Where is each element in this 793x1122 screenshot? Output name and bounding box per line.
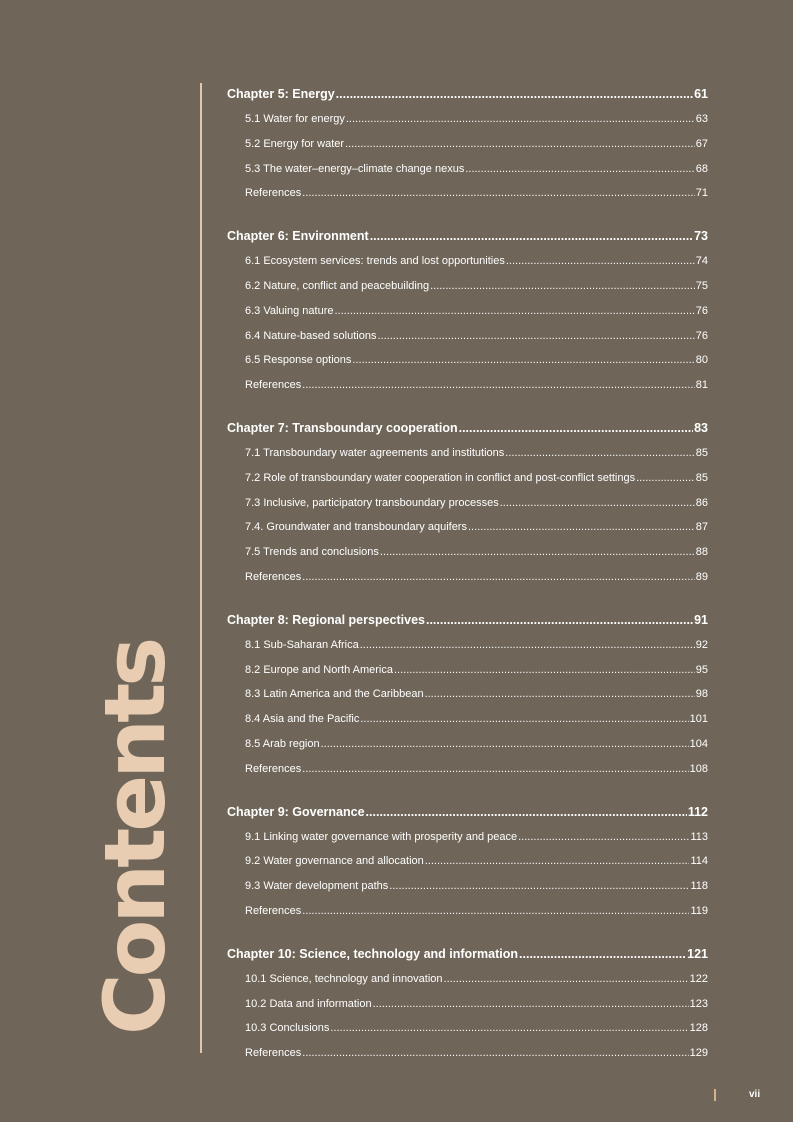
footer-divider (714, 1089, 716, 1101)
section-entry-page: 85 (695, 471, 708, 484)
section-entry-page: 80 (695, 354, 708, 367)
dot-leader (360, 635, 695, 655)
dot-leader (506, 251, 695, 271)
section-entry[interactable] (227, 517, 708, 542)
dot-leader (518, 827, 689, 847)
dot-leader (336, 84, 693, 104)
section-entry-label: 6.4 Nature-based solutions (245, 329, 377, 342)
table-of-contents (227, 84, 708, 1086)
section-entry[interactable] (227, 443, 708, 468)
dot-leader (380, 542, 695, 562)
chapter-heading-label: Chapter 10: Science, technology and information (227, 946, 519, 961)
dot-leader (330, 1018, 688, 1038)
section-entry-label: 8.1 Sub-Saharan Africa (245, 638, 359, 651)
dot-leader (500, 493, 695, 513)
section-entry-label: 9.2 Water governance and allocation (245, 855, 424, 868)
chapter-heading[interactable] (227, 418, 708, 443)
dot-leader (389, 876, 689, 896)
section-entry[interactable] (227, 159, 708, 184)
section-entry-page: 92 (695, 638, 708, 651)
section-entry[interactable] (227, 1018, 708, 1043)
section-entry-label: References (245, 379, 302, 392)
section-entry-label: 7.3 Inclusive, participatory transboundary processes (245, 496, 499, 509)
section-entry[interactable] (227, 301, 708, 326)
chapter-heading-page: 121 (687, 946, 708, 961)
chapter-block (227, 418, 708, 592)
dot-leader (425, 851, 690, 871)
dot-leader (302, 183, 694, 203)
chapter-heading[interactable] (227, 802, 708, 827)
section-entry-label: 8.4 Asia and the Pacific (245, 713, 360, 726)
chapter-heading[interactable] (227, 84, 708, 109)
section-entry[interactable] (227, 994, 708, 1019)
section-entry[interactable] (227, 827, 708, 852)
chapter-heading[interactable] (227, 944, 708, 969)
dot-leader (468, 517, 695, 537)
section-entry-page: 67 (695, 137, 708, 150)
section-entry[interactable] (227, 851, 708, 876)
chapter-heading-label: Chapter 6: Environment (227, 229, 369, 244)
section-entry-page: 108 (689, 762, 708, 775)
section-entry-label: References (245, 1047, 302, 1060)
section-entry-page: 86 (695, 496, 708, 509)
chapter-heading[interactable] (227, 226, 708, 251)
section-entry-label: 9.1 Linking water governance with prosperity and peace (245, 830, 518, 843)
dot-leader (302, 567, 694, 587)
section-entry-page: 89 (695, 570, 708, 583)
dot-leader (370, 226, 693, 246)
chapter-heading-page: 61 (694, 87, 708, 101)
section-entry[interactable] (227, 635, 708, 660)
dot-leader (302, 901, 689, 921)
section-entry-page: 88 (695, 546, 708, 559)
section-entry-page: 101 (689, 713, 708, 726)
section-entry-page: 122 (689, 972, 708, 985)
section-entry[interactable] (227, 468, 708, 493)
section-entry-label: 10.3 Conclusions (245, 1022, 330, 1035)
dot-leader (394, 660, 695, 680)
section-entry[interactable] (227, 350, 708, 375)
section-entry[interactable] (227, 567, 708, 592)
dot-leader (425, 684, 695, 704)
dot-leader (459, 418, 694, 438)
dot-leader (636, 468, 695, 488)
dot-leader (519, 944, 686, 964)
section-entry-page: 76 (695, 304, 708, 317)
section-entry-label: 5.1 Water for energy (245, 113, 345, 125)
chapter-heading-page: 112 (687, 804, 708, 819)
section-entry-page: 118 (690, 880, 708, 893)
section-entry-page: 95 (695, 663, 708, 676)
dot-leader (430, 276, 695, 296)
section-entry-page: 104 (689, 737, 708, 750)
section-entry[interactable] (227, 734, 708, 759)
section-entry-label: 7.2 Role of transboundary water cooperation in conflict and post-conflict settings (245, 471, 636, 484)
section-entry-label: 7.5 Trends and conclusions (245, 546, 379, 559)
section-entry[interactable] (227, 684, 708, 709)
dot-leader (302, 375, 694, 395)
chapter-heading-label: Chapter 8: Regional perspectives (227, 612, 425, 627)
section-entry[interactable] (227, 542, 708, 567)
section-entry[interactable] (227, 660, 708, 685)
section-entry-page: 85 (695, 446, 708, 459)
dot-leader (345, 134, 695, 154)
section-entry-page: 119 (690, 904, 708, 917)
section-entry-page: 87 (695, 521, 708, 534)
section-entry-label: 7.4. Groundwater and transboundary aquifers (245, 521, 467, 534)
section-entry[interactable] (227, 493, 708, 518)
section-entry[interactable] (227, 709, 708, 734)
section-entry[interactable] (227, 969, 708, 994)
dot-leader (465, 159, 694, 179)
section-entry-page: 68 (695, 162, 708, 175)
section-entry-label: 6.3 Valuing nature (245, 304, 334, 317)
section-entry[interactable] (227, 326, 708, 351)
section-entry-label: 10.1 Science, technology and innovation (245, 972, 443, 985)
dot-leader (321, 734, 689, 754)
dot-leader (346, 109, 695, 129)
chapter-block (227, 610, 708, 784)
chapter-block (227, 802, 708, 926)
section-entry-page: 128 (689, 1022, 708, 1035)
dot-leader (366, 802, 687, 822)
section-entry-page: 98 (695, 688, 708, 701)
section-entry-label: 5.3 The water–energy–climate change nexus (245, 162, 465, 175)
section-entry-page: 114 (690, 855, 708, 868)
page-number: vii (749, 1089, 761, 1100)
section-entry[interactable] (227, 901, 708, 926)
section-entry-page: 81 (695, 379, 708, 392)
dot-leader (360, 709, 688, 729)
chapter-block (227, 226, 708, 400)
section-entry[interactable] (227, 759, 708, 784)
section-entry[interactable] (227, 134, 708, 159)
section-entry-page: 123 (689, 997, 708, 1010)
section-entry-label: References (245, 762, 302, 775)
section-entry-label: 6.5 Response options (245, 354, 352, 367)
dot-leader (444, 969, 689, 989)
dot-leader (377, 326, 694, 346)
section-entry-label: 9.3 Water development paths (245, 880, 389, 893)
section-entry[interactable] (227, 251, 708, 276)
section-entry-label: 10.2 Data and information (245, 997, 372, 1010)
chapter-heading-label: Chapter 5: Energy (227, 87, 335, 101)
section-entry[interactable] (227, 876, 708, 901)
section-entry[interactable] (227, 276, 708, 301)
dot-leader (302, 1043, 688, 1063)
contents-title: Contents (86, 640, 184, 1035)
section-entry[interactable] (227, 109, 708, 134)
dot-leader (505, 443, 694, 463)
section-entry-page: 71 (695, 187, 708, 200)
chapter-heading-page: 83 (694, 420, 708, 435)
chapter-block (227, 84, 708, 208)
section-entry-page: 129 (689, 1047, 708, 1060)
section-entry-page: 113 (690, 830, 708, 843)
section-entry[interactable] (227, 375, 708, 400)
chapter-block (227, 944, 708, 1068)
section-entry-label: 7.1 Transboundary water agreements and institutions (245, 446, 505, 459)
section-entry-label: 6.2 Nature, conflict and peacebuilding (245, 279, 430, 292)
chapter-heading-label: Chapter 7: Transboundary cooperation (227, 420, 458, 435)
section-entry-label: 6.1 Ecosystem services: trends and lost opportunities (245, 255, 505, 268)
chapter-heading-page: 91 (694, 612, 708, 627)
chapter-heading-label: Chapter 9: Governance (227, 804, 365, 819)
section-entry[interactable] (227, 1043, 708, 1068)
chapter-heading-page: 73 (694, 229, 708, 244)
dot-leader (352, 350, 694, 370)
section-entry-page: 63 (695, 113, 708, 125)
section-entry-label: 5.2 Energy for water (245, 137, 345, 150)
dot-leader (302, 759, 688, 779)
section-entry-label: References (245, 904, 302, 917)
section-entry-label: 8.2 Europe and North America (245, 663, 393, 676)
section-entry-page: 76 (695, 329, 708, 342)
divider-line (200, 83, 202, 1053)
section-entry-label: References (245, 570, 302, 583)
section-entry[interactable] (227, 183, 708, 208)
dot-leader (426, 610, 693, 630)
dot-leader (373, 994, 689, 1014)
dot-leader (334, 301, 694, 321)
section-entry-label: 8.5 Arab region (245, 737, 320, 750)
chapter-heading[interactable] (227, 610, 708, 635)
section-entry-page: 75 (695, 279, 708, 292)
section-entry-label: References (245, 187, 302, 200)
section-entry-label: 8.3 Latin America and the Caribbean (245, 688, 424, 701)
section-entry-page: 74 (695, 255, 708, 268)
